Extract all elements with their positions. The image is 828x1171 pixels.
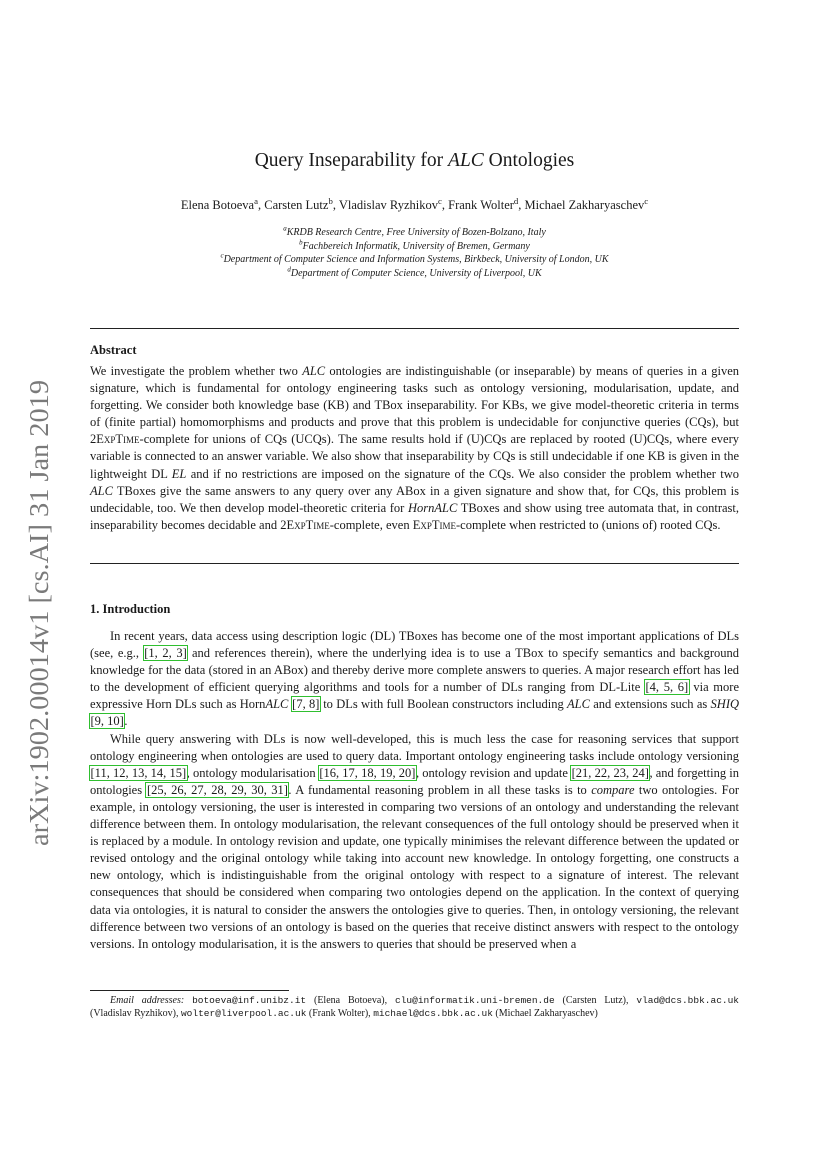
abstract-bottom-rule <box>90 563 739 564</box>
author: Frank Wolter$^d$, <box>448 195 525 212</box>
logic-name: ALC <box>448 150 484 171</box>
citation-link[interactable]: [21, 22, 23, 24] <box>571 765 649 780</box>
paragraph: In recent years, data access using description logic (DL) TBoxes has become one of the most important applications of DLs (see, e.g., [1, 2, 3] and references therein), where the underlying idea is to use a TBox to specify semantics and background knowledge for the data (stored in an ABox) and thereby derive more complete answers to queries. A major research effort has led to the development of efficient querying algorithms and tools for a number of DLs ranging from DL-Lite [4, 5, 6] via more expressive Horn DLs such as HornALC [7, 8] to DLs with full Boolean constructors including ALC and extensions such as SHIQ [9, 10]. <box>90 629 740 729</box>
footnote-rule <box>90 990 289 991</box>
affiliation-list <box>90 226 739 280</box>
email-link[interactable]: botoeva@inf.unibz.it <box>192 995 307 1006</box>
abstract-text: We investigate the problem whether two ALC ontologies are indistinguishable (or inseparable) by means of queries in a given signature, which is fundamental for ontology engineering tasks such as ontology versioning, modularisation, update, and forgetting. We consider both knowledge base (KB) and TBox inseparability. For KBs, we give model-theoretic criteria in terms of (finite partial) homomorphisms and products and prove that this problem is undecidable for conjunctive queries (CQs), but 2ExpTime-complete for unions of CQs (UCQs). The same results hold if (U)CQs are replaced by rooted (U)CQs, where every variable is connected to an answer variable. We also show that inseparability by CQs is still undecidable if one KB is given in the lightweight DL EL and if no restrictions are imposed on the signature of the CQs. We also consider the problem whether two ALC TBoxes give the same answers to any query over any ABox in a given signature and show that, for CQs, this problem is undecidable, too. We then develop model-theoretic criteria for HornALC TBoxes and show using tree automata that, in contrast, inseparability becomes decidable and 2ExpTime-complete, even ExpTime-complete when restricted to (unions of) rooted CQs. <box>90 364 740 532</box>
citation-link[interactable]: [25, 26, 27, 28, 29, 30, 31] <box>146 782 288 797</box>
affiliation: $^d$Department of Computer Science, University of Liverpool, UK <box>287 265 542 279</box>
abstract-heading: Abstract <box>90 343 137 357</box>
author: Michael Zakharyaschev$^c$ <box>524 195 649 212</box>
citation-link[interactable]: [1, 2, 3] <box>144 646 187 661</box>
author: Carsten Lutz$^b$, <box>264 195 339 212</box>
email-link[interactable]: wolter@liverpool.ac.uk <box>180 1008 307 1020</box>
citation-link[interactable]: [16, 17, 18, 19, 20] <box>319 765 416 780</box>
author-list <box>90 195 739 213</box>
paragraph: While query answering with DLs is now well-developed, this is much less the case for reasoning services that support ontology engineering when ontologies are used to query data. Important ontology engineering tasks include ontology versioning [11, 12, 13, 14, 15], ontology modularisation [16, 17, 18, 19, 20], ontology revision and update [21, 22, 23, 24], and forgetting in ontologies [25, 26, 27, 28, 29, 30, 31]. A fundamental reasoning problem in all these tasks is to compare two ontologies. For example, in ontology versioning, the user is interested in comparing two versions of an ontology and understanding the relevant difference between them. In ontology modularisation, the relevant consequences of the full ontology should be preserved when it is replaced by a module. In ontology revision and update, one typically minimises the relevant difference between the updated or revised ontology and the original ontology while taking into account new knowledge. In ontology forgetting, one constructs a new ontology, which is indistinguishable from the original ontology with respect to a signature of interest. The relevant consequences that should be considered when comparing two ontologies depend on the application. In the context of querying data via ontologies, it is natural to consider the answers the ontologies give to queries. Then, in ontology versioning, the relevant difference between two versions of an ontology is based on the queries that receive distinct answers with respect to the ontology versions. In ontology modularisation, it is the answers to queries that should be preserved when a <box>90 731 739 951</box>
footnote-label: Email addresses: <box>110 995 185 1006</box>
email-link[interactable]: clu@informatik.uni-bremen.de <box>395 995 555 1006</box>
affiliation: $^b$Fachbereich Informatik, University of Bremen, Germany <box>299 238 530 252</box>
section-heading: 1. Introduction <box>90 602 171 616</box>
email-link[interactable]: vlad@dcs.bbk.ac.uk <box>636 995 739 1006</box>
abstract-top-rule <box>90 328 739 329</box>
citation-link[interactable]: [7, 8] <box>292 697 320 712</box>
arxiv-identifier: arXiv:1902.00014v1 [cs.AI] 31 Jan 2019 <box>23 393 54 846</box>
author: Elena Botoeva$^a$, <box>180 195 265 212</box>
email-link[interactable]: michael@dcs.bbk.ac.uk <box>373 1008 493 1020</box>
affiliation: $^c$Department of Computer Science and Information Systems, Birkbeck, University of London, UK <box>220 251 609 265</box>
citation-link[interactable]: [11, 12, 13, 14, 15] <box>90 765 187 780</box>
body-text <box>90 628 739 953</box>
footnote: Email addresses: botoeva@inf.unibz.it (Elena Botoeva), clu@informatik.uni-bremen.de (Carsten Lutz), vlad@dcs.bbk.ac.uk (Vladislav Ryzhikov), wolter@liverpool.ac.uk (Frank Wolter), michael@dcs.bbk.ac.uk (Michael Zakharyaschev) <box>90 995 739 1020</box>
paper-title: Query Inseparability for ALC Ontologies <box>254 150 575 171</box>
citation-link[interactable]: [9, 10] <box>90 714 124 729</box>
author: Vladislav Ryzhikov$^c$, <box>338 195 449 212</box>
arxiv-side-stamp <box>10 378 60 848</box>
affiliation: $^a$KRDB Research Centre, Free University of Bozen-Bolzano, Italy <box>283 224 546 238</box>
citation-link[interactable]: [4, 5, 6] <box>645 680 689 695</box>
